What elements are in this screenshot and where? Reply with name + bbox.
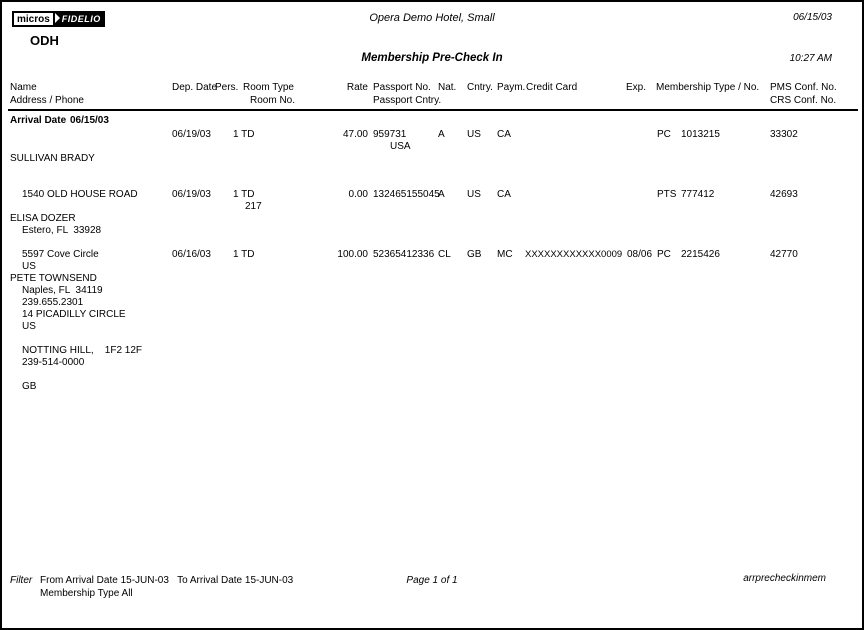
room-no-cell: 217 (245, 201, 262, 212)
col-header-room-no: Room No. (250, 95, 296, 106)
logo-micros-text: micros (12, 11, 55, 27)
col-header-rate: Rate (346, 82, 368, 93)
address-line: 1540 OLD HOUSE ROAD (22, 189, 138, 200)
col-header-passport-cntry: Passport Cntry. (373, 95, 442, 106)
col-header-paym: Paym. (497, 82, 526, 93)
address-line: NOTTING HILL, 1F2 12F (22, 345, 143, 356)
guest-phone: 239-514-0000 (22, 357, 85, 368)
col-header-address-phone: Address / Phone (10, 95, 84, 106)
nat-cell: A (438, 129, 445, 140)
passport-no-cell: 959731 (373, 129, 407, 140)
col-header-exp: Exp. (626, 82, 647, 93)
pms-conf-cell: 33302 (770, 129, 798, 140)
cntry-cell: GB (467, 249, 482, 260)
passport-cntry-cell: USA (390, 141, 411, 152)
report-title: Membership Pre-Check In (361, 52, 503, 64)
filter-criteria-line2: Membership Type All (40, 588, 133, 599)
col-header-passport-no: Passport No. (373, 82, 431, 93)
group-arrival-date: 06/15/03 (70, 115, 109, 126)
hotel-code: ODH (30, 33, 59, 48)
col-header-membership: Membership Type / No. (656, 82, 760, 93)
guest-name: PETE TOWNSEND (10, 273, 97, 284)
col-header-credit-card: Credit Card (526, 82, 578, 93)
pers-room-type-cell: 1 TD (233, 189, 255, 200)
address-line: US (22, 261, 36, 272)
col-header-cntry: Cntry. (467, 82, 493, 93)
col-header-crs-conf: CRS Conf. No. (770, 95, 837, 106)
guest-name-address (10, 249, 142, 417)
pers-room-type-cell: 1 TD (233, 249, 255, 260)
passport-no-cell: 52365412336 (373, 249, 435, 260)
logo-fidelio-label: FIDELIO (61, 14, 101, 24)
filter-criteria-line1: From Arrival Date 15-JUN-03 To Arrival Date 15-JUN-03 (40, 575, 294, 586)
address-line: Naples, FL 34119 (22, 285, 103, 296)
membership-type-cell: PC (657, 249, 671, 260)
col-header-pms-conf: PMS Conf. No. (770, 82, 837, 93)
membership-no-cell: 2215426 (681, 249, 720, 260)
address-line: 14 PICADILLY CIRCLE (22, 309, 126, 320)
credit-card-cell: XXXXXXXXXXXX0009 (525, 249, 623, 260)
paym-cell: MC (497, 249, 513, 260)
dep-date-cell: 06/19/03 (172, 189, 211, 200)
cntry-cell: US (467, 129, 481, 140)
hotel-title: Opera Demo Hotel, Small (369, 12, 495, 24)
col-header-dep-date: Dep. Date (172, 82, 218, 93)
membership-type-cell: PC (657, 129, 671, 140)
dep-date-cell: 06/16/03 (172, 249, 211, 260)
address-line: GB (22, 381, 37, 392)
report-file-name: arrprecheckinmem (743, 573, 826, 584)
rate-cell: 47.00 (342, 129, 368, 140)
guest-name: ELISA DOZER (10, 213, 76, 224)
col-header-nat: Nat. (438, 82, 457, 93)
membership-no-cell: 1013215 (681, 129, 720, 140)
nat-cell: CL (438, 249, 451, 260)
pers-room-type-cell: 1 TD (233, 129, 255, 140)
membership-type-cell: PTS (657, 189, 677, 200)
header-divider (8, 109, 858, 111)
membership-no-cell: 777412 (681, 189, 715, 200)
rate-cell: 100.00 (337, 249, 368, 260)
passport-no-cell: 132465155045 (373, 189, 440, 200)
pms-conf-cell: 42770 (770, 249, 798, 260)
address-line: US (22, 321, 36, 332)
col-header-name: Name (10, 82, 37, 93)
page-number: Page 1 of 1 (406, 575, 458, 586)
card-exp-cell: 08/06 (627, 249, 653, 260)
rate-cell: 0.00 (348, 189, 368, 200)
nat-cell: A (438, 189, 445, 200)
pms-conf-cell: 42693 (770, 189, 798, 200)
dep-date-cell: 06/19/03 (172, 129, 211, 140)
address-line: Estero, FL 33928 (22, 225, 102, 236)
filter-label: Filter (10, 575, 33, 586)
col-header-room-type: Room Type (243, 82, 294, 93)
paym-cell: CA (497, 189, 511, 200)
guest-name: SULLIVAN BRADY (10, 153, 95, 164)
col-header-pers: Pers. (215, 82, 239, 93)
guest-phone: 239.655.2301 (22, 297, 84, 308)
address-line: 5597 Cove Circle (22, 249, 99, 260)
run-date: 06/15/03 (793, 12, 832, 23)
cntry-cell: US (467, 189, 481, 200)
run-time: 10:27 AM (789, 53, 832, 64)
group-label: Arrival Date (10, 115, 67, 126)
paym-cell: CA (497, 129, 511, 140)
